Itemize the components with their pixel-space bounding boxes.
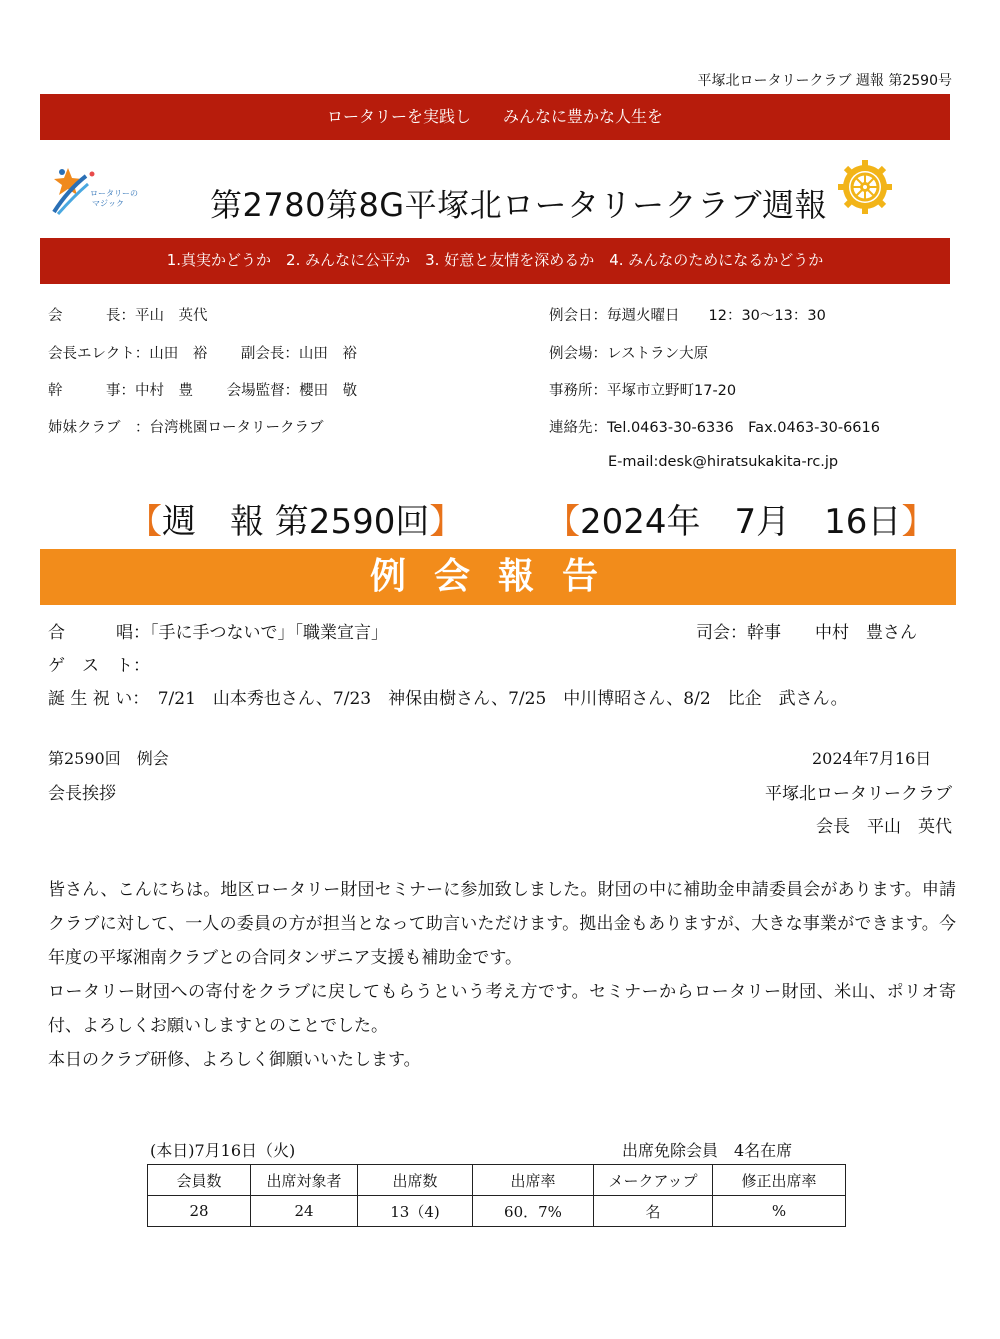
guest-line: ゲ ス ト： bbox=[48, 656, 150, 676]
info-office: 事務所：平塚市立野町17-20 bbox=[549, 383, 737, 399]
info-contact: 連絡先：Tel.0463-30-6336 Fax.0463-30-6616 bbox=[549, 420, 880, 436]
table-cell: % bbox=[713, 1196, 846, 1227]
table-row bbox=[148, 1196, 846, 1227]
greeting-title: 会長挨拶 bbox=[48, 784, 116, 804]
report-heading: 例会報告 bbox=[40, 549, 956, 605]
attendance-date: (本日)7月16日（火) bbox=[150, 1141, 296, 1160]
table-header: 会員数 bbox=[148, 1165, 251, 1196]
info-president-elect: 会長エレクト：山田 裕 副会長：山田 裕 bbox=[48, 346, 357, 362]
motto-banner: ロータリーを実践し みんなに豊かな人生を bbox=[40, 94, 950, 140]
body-paragraph-1: 皆さん、こんにちは。地区ロータリー財団セミナーに参加致しました。財団の中に補助金申請委員会があります。申請クラブに対して、一人の委員の方が担当となって助言いただけます。拠出金もありますが、大きな事業ができます。今年度の平塚湘南クラブとの合同タンザニア支援も補助金です。 bbox=[48, 880, 957, 968]
table-header-row bbox=[148, 1165, 846, 1196]
rotary-wheel-icon bbox=[836, 158, 894, 216]
body-paragraph-3: 本日のクラブ研修、よろしく御願いいたします。 bbox=[48, 1050, 421, 1070]
info-meeting-day: 例会日：毎週火曜日 12：30〜13：30 bbox=[549, 308, 826, 324]
rotary-magic-logo bbox=[48, 160, 148, 218]
table-cell: 60．7% bbox=[473, 1196, 594, 1227]
date-label: 【2024年 7月 16日】 bbox=[546, 502, 936, 542]
meeting-number: 第2590回 例会 bbox=[48, 749, 169, 768]
table-header: メークアップ bbox=[594, 1165, 713, 1196]
meeting-date: 2024年7月16日 bbox=[812, 749, 932, 768]
issue-label: 【週 報 第2590回】 bbox=[128, 502, 464, 542]
table-cell: 24 bbox=[251, 1196, 358, 1227]
issue-id: 平塚北ロータリークラブ 週報 第2590号 bbox=[697, 73, 952, 89]
four-way-test-banner: 1.真実かどうか 2. みんなに公平か 3. 好意と友情を深めるか 4. みんなのためになるかどうか bbox=[40, 238, 950, 284]
body-paragraph-2: ロータリー財団への寄付をクラブに戻してもらうという考え方です。セミナーからロータリー財団、米山、ポリオ寄付、よろしくお願いしますとのことでした。 bbox=[48, 982, 956, 1036]
info-secretary: 幹 事：中村 豊 会場監督：櫻田 敬 bbox=[48, 383, 358, 399]
logo-text-2: マジック bbox=[92, 199, 124, 208]
table-cell: 13（4) bbox=[358, 1196, 473, 1227]
info-email[interactable]: E-mail:desk@hiratsukakita-rc.jp bbox=[608, 454, 839, 470]
club-name: 平塚北ロータリークラブ bbox=[765, 784, 952, 804]
mc-line: 司会：幹事 中村 豊さん bbox=[696, 623, 917, 643]
info-sister-club: 姉妹クラブ ：台湾桃園ロータリークラブ bbox=[48, 420, 324, 436]
table-header: 出席数 bbox=[358, 1165, 473, 1196]
greeting-body bbox=[48, 873, 956, 1077]
table-cell: 28 bbox=[148, 1196, 251, 1227]
table-header: 修正出席率 bbox=[713, 1165, 846, 1196]
table-header: 出席率 bbox=[473, 1165, 594, 1196]
birthday-line: 誕 生 祝 い： 7/21 山本秀也さん、7/23 神保由樹さん、7/25 中川博昭さん、8/2 比企 武さん。 bbox=[48, 689, 848, 709]
attendance-table bbox=[147, 1164, 846, 1227]
attendance-exempt: 出席免除会員 4名在席 bbox=[622, 1141, 793, 1160]
table-header: 出席対象者 bbox=[251, 1165, 358, 1196]
president-name: 会長 平山 英代 bbox=[816, 817, 952, 837]
info-president: 会 長：平山 英代 bbox=[48, 308, 208, 324]
page-title: 第2780第8G平塚北ロータリークラブ週報 bbox=[210, 186, 828, 224]
logo-text-1: ロータリーの bbox=[90, 189, 138, 198]
table-cell: 名 bbox=[594, 1196, 713, 1227]
chorus-line: 合 唱：「手に手つないで」「職業宣言」 bbox=[48, 623, 388, 643]
info-venue: 例会場：レストラン大原 bbox=[549, 346, 709, 362]
